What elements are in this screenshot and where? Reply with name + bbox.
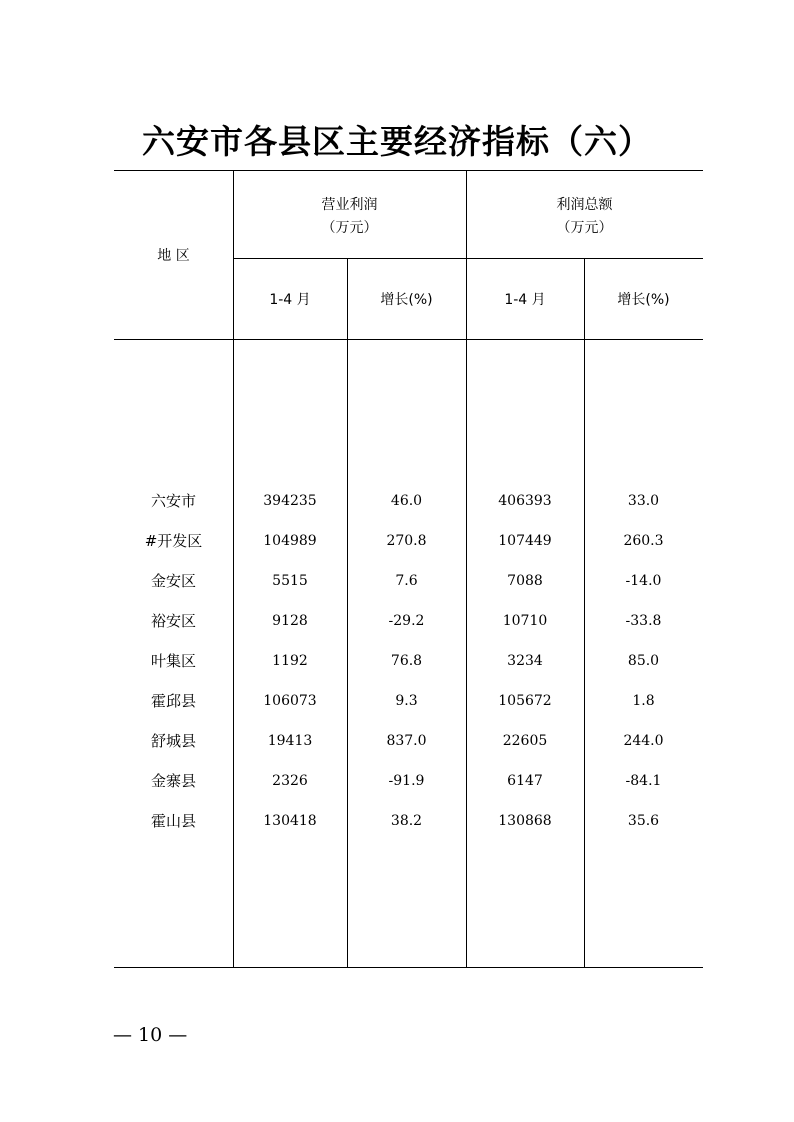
cell-op-growth: -29.2: [388, 613, 425, 629]
cell-region: 金安区: [150, 572, 196, 590]
cell-region: #开发区: [144, 532, 203, 550]
cell-total-profit: 107449: [498, 533, 552, 549]
cell-region: 舒城县: [150, 732, 196, 750]
cell-total-growth: 1.8: [632, 693, 655, 709]
cell-region: 叶集区: [150, 652, 196, 670]
cell-region: 金寨县: [150, 772, 196, 790]
cell-total-profit: 6147: [507, 773, 543, 789]
header-region: 地 区: [157, 248, 190, 264]
cell-region: 霍邱县: [150, 692, 196, 710]
header-total-period: 1-4 月: [504, 292, 546, 308]
header-op-profit-name: 营业利润: [321, 197, 378, 213]
page-number: — 10 —: [113, 1024, 188, 1046]
cell-region: 六安市: [150, 492, 196, 510]
cell-total-profit: 22605: [502, 733, 548, 749]
cell-total-growth: 33.0: [627, 493, 660, 509]
cell-op-profit: 130418: [263, 813, 317, 829]
header-group-divider: [233, 258, 703, 259]
header-bottom-border: [114, 339, 703, 340]
cell-total-profit: 10710: [502, 613, 548, 629]
cell-total-growth: 35.6: [627, 813, 660, 829]
cell-op-growth: 76.8: [390, 653, 423, 669]
cell-op-growth: 38.2: [390, 813, 423, 829]
cell-op-growth: -91.9: [388, 773, 425, 789]
cell-op-profit: 5515: [272, 573, 308, 589]
cell-total-growth: 244.0: [623, 733, 664, 749]
cell-op-profit: 9128: [272, 613, 308, 629]
cell-total-profit: 130868: [498, 813, 552, 829]
cell-op-profit: 19413: [267, 733, 313, 749]
cell-total-profit: 3234: [507, 653, 543, 669]
cell-total-growth: -84.1: [625, 773, 662, 789]
cell-total-profit: 406393: [498, 493, 552, 509]
cell-total-growth: 260.3: [623, 533, 664, 549]
table-top-border: [114, 170, 703, 171]
header-total-profit-unit: （万元）: [556, 220, 613, 236]
cell-total-growth: -14.0: [625, 573, 662, 589]
cell-total-profit: 105672: [498, 693, 552, 709]
cell-op-growth: 46.0: [390, 493, 423, 509]
header-op-growth: 增长(%): [380, 292, 433, 308]
cell-total-growth: -33.8: [625, 613, 662, 629]
cell-total-growth: 85.0: [627, 653, 660, 669]
cell-op-growth: 837.0: [386, 733, 427, 749]
header-op-profit-unit: （万元）: [321, 220, 378, 236]
cell-op-profit: 104989: [263, 533, 317, 549]
header-total-growth: 增长(%): [617, 292, 670, 308]
table-bottom-border: [114, 967, 703, 968]
page-title: 六安市各县区主要经济指标（六）: [142, 122, 652, 161]
cell-op-growth: 7.6: [395, 573, 418, 589]
cell-op-profit: 106073: [263, 693, 317, 709]
cell-region: 裕安区: [150, 612, 196, 630]
cell-op-profit: 1192: [272, 653, 308, 669]
cell-op-profit: 394235: [263, 493, 317, 509]
header-total-profit-name: 利润总额: [556, 197, 613, 213]
cell-region: 霍山县: [150, 812, 196, 830]
cell-op-growth: 270.8: [386, 533, 427, 549]
header-op-period: 1-4 月: [269, 292, 311, 308]
cell-total-profit: 7088: [507, 573, 543, 589]
cell-op-profit: 2326: [272, 773, 308, 789]
cell-op-growth: 9.3: [395, 693, 418, 709]
